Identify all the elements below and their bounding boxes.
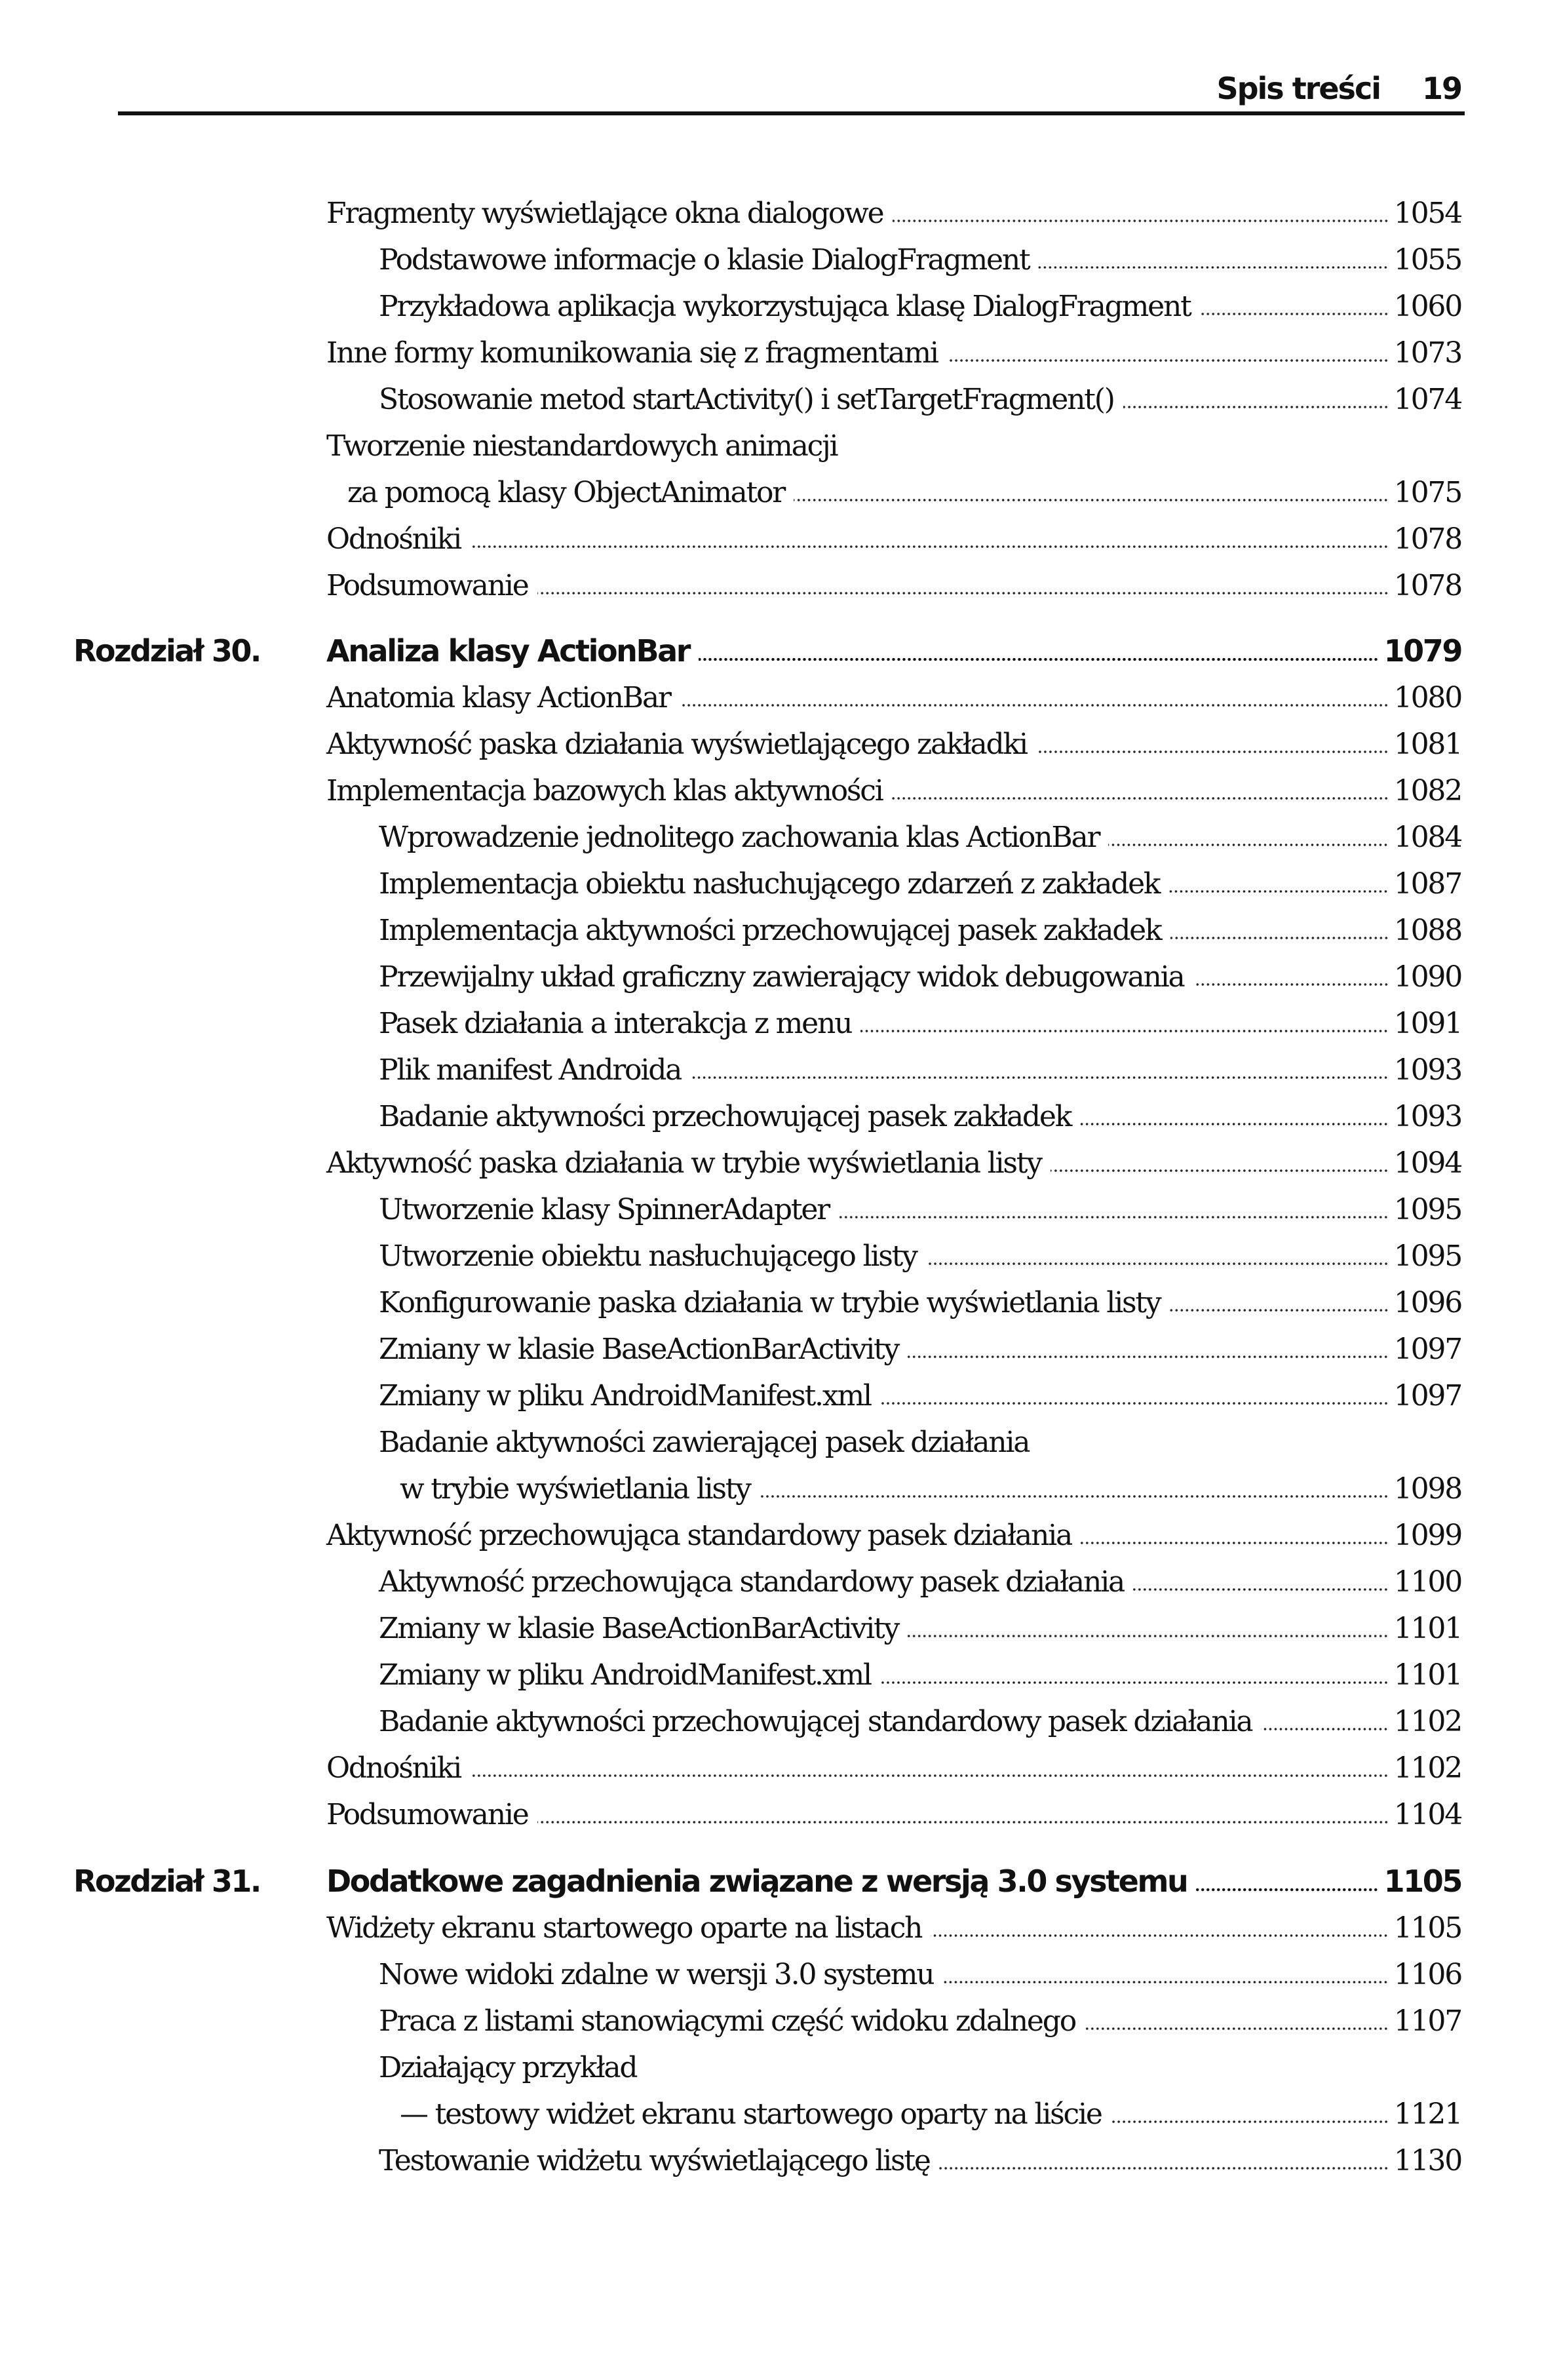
toc-entry-row	[0, 721, 1563, 768]
entry-title: w trybie wyświetlania listy	[400, 1472, 750, 1506]
dot-leader	[1085, 2025, 1389, 2032]
toc-entry-link[interactable]	[379, 907, 1461, 954]
toc-entry-row	[0, 562, 1563, 609]
toc-entry-row	[0, 674, 1563, 721]
running-head	[1216, 71, 1461, 106]
entry-page-number: 1097	[1393, 1333, 1461, 1366]
entry-title: Tworzenie niestandardowych animacji	[326, 429, 838, 463]
entry-page-number: 1101	[1393, 1658, 1461, 1692]
dot-leader	[908, 1633, 1389, 1639]
entry-title: Podsumowanie	[326, 569, 528, 602]
toc-entry-row	[0, 814, 1563, 861]
dot-leader	[893, 218, 1389, 224]
toc-entry-link[interactable]	[326, 1791, 1461, 1838]
entry-title: Konfigurowanie paska działania w trybie wyświetlania listy	[379, 1286, 1161, 1319]
entry-page-number: 1121	[1393, 2097, 1461, 2131]
entry-page-number: 1081	[1393, 728, 1461, 761]
dot-leader	[1081, 1540, 1389, 1546]
entry-title: Podstawowe informacje o klasie DialogFragment	[379, 243, 1030, 277]
entry-page-number: 1075	[1393, 476, 1461, 509]
entry-title: Aktywność paska działania w trybie wyświetlania listy	[326, 1146, 1041, 1180]
toc-entry-row	[0, 1605, 1563, 1652]
entry-title: Implementacja aktywności przechowującej pasek zakładek	[379, 914, 1161, 947]
entry-title: Zmiany w klasie BaseActionBarActivity	[379, 1333, 899, 1366]
header-rule	[118, 111, 1465, 115]
toc-entry-link[interactable]	[379, 1326, 1461, 1373]
toc-entry-row	[0, 1512, 1563, 1559]
entry-page-number: 1105	[1383, 1863, 1461, 1899]
toc-entry-row	[0, 1047, 1563, 1093]
toc-entry-link[interactable]	[326, 674, 1461, 721]
toc-entry-link[interactable]	[379, 1652, 1461, 1698]
entry-title: Badanie aktywności zawierającej pasek działania	[379, 1426, 1030, 1459]
toc-entry-link	[379, 2044, 1461, 2091]
dot-leader	[880, 1679, 1389, 1686]
entry-title: — testowy widżet ekranu startowego oparty na liście	[400, 2097, 1102, 2131]
toc-entry-link[interactable]	[400, 2091, 1461, 2137]
toc-entry-row	[0, 1466, 1563, 1512]
entry-page-number: 1090	[1393, 960, 1461, 994]
dot-leader	[1036, 749, 1389, 755]
entry-title: Implementacja obiektu nasłuchującego zdarzeń z zakładek	[379, 867, 1160, 901]
toc-entry-link[interactable]	[379, 283, 1461, 330]
entry-title: Badanie aktywności przechowującej standardowy pasek działania	[379, 1705, 1252, 1738]
entry-title: Pasek działania a interakcja z menu	[379, 1007, 852, 1040]
dot-leader	[860, 1028, 1389, 1034]
entry-page-number: 1060	[1393, 290, 1461, 323]
toc-entry-link[interactable]	[379, 1373, 1461, 1419]
entry-page-number: 1087	[1393, 867, 1461, 901]
toc-entry-link[interactable]	[379, 1951, 1461, 1998]
toc-entry-link[interactable]	[379, 1093, 1461, 1140]
entry-page-number: 1084	[1393, 821, 1461, 854]
entry-title: Aktywność przechowująca standardowy pasek działania	[326, 1519, 1071, 1552]
toc-entry-link[interactable]	[326, 562, 1461, 609]
toc-entry-row	[0, 237, 1563, 283]
dot-leader	[537, 1819, 1389, 1825]
dot-leader	[1123, 404, 1389, 410]
entry-page-number: 1107	[1393, 2004, 1461, 2038]
entry-title: za pomocą klasy ObjectAnimator	[347, 476, 785, 509]
dot-leader	[939, 2165, 1389, 2172]
toc-entry-row	[0, 907, 1563, 954]
entry-page-number: 1074	[1393, 383, 1461, 416]
toc-entry-link[interactable]	[379, 1698, 1461, 1745]
entry-page-number: 1101	[1393, 1612, 1461, 1645]
toc-entry-row	[0, 516, 1563, 562]
toc-entry-row	[0, 1000, 1563, 1047]
toc-chapter-row	[0, 628, 1563, 674]
toc-entry-link[interactable]	[379, 376, 1461, 423]
toc-entry-row	[0, 330, 1563, 376]
toc-entry-link[interactable]	[379, 237, 1461, 283]
dot-leader	[1080, 1121, 1389, 1127]
toc-entry-row	[0, 1745, 1563, 1791]
dot-leader	[537, 590, 1389, 596]
toc-chapter-row	[0, 1858, 1563, 1905]
dot-leader	[1051, 1167, 1389, 1174]
toc-entry-link[interactable]	[379, 1000, 1461, 1047]
dot-leader	[1261, 1726, 1388, 1732]
toc-entry-link[interactable]	[326, 516, 1461, 562]
toc-entry-row	[0, 1093, 1563, 1140]
entry-page-number: 1099	[1393, 1519, 1461, 1552]
dot-leader	[838, 1214, 1389, 1220]
toc-entry-row	[0, 1419, 1563, 1466]
chapter-number: Rozdział 30.	[73, 633, 260, 669]
toc-entry-link[interactable]	[379, 1998, 1461, 2044]
dot-leader	[892, 795, 1389, 802]
entry-title: Działający przykład	[379, 2051, 637, 2084]
dot-leader	[1193, 981, 1389, 988]
toc-entry-link[interactable]	[326, 1745, 1461, 1791]
dot-leader	[794, 497, 1389, 503]
entry-page-number: 1093	[1393, 1100, 1461, 1133]
entry-page-number: 1104	[1393, 1798, 1461, 1831]
toc-entry-link[interactable]	[379, 1559, 1461, 1605]
chapter-link[interactable]	[326, 1858, 1461, 1905]
entry-page-number: 1130	[1393, 2144, 1461, 2177]
entry-title: Utworzenie obiektu nasłuchującego listy	[379, 1239, 917, 1273]
running-head-title: Spis treści	[1216, 71, 1380, 106]
toc-entry-row	[0, 1905, 1563, 1951]
toc-entry-link[interactable]	[379, 954, 1461, 1000]
toc-entry-row	[0, 190, 1563, 237]
toc-entry-row	[0, 954, 1563, 1000]
dot-leader	[470, 1772, 1389, 1779]
entry-title: Analiza klasy ActionBar	[326, 633, 690, 669]
toc-entry-row	[0, 2044, 1563, 2091]
entry-title: Przewijalny układ graficzny zawierający widok debugowania	[379, 960, 1184, 994]
dot-leader	[908, 1354, 1389, 1360]
toc-entry-link[interactable]	[379, 1233, 1461, 1279]
entry-page-number: 1073	[1393, 336, 1461, 370]
dot-leader	[699, 656, 1378, 663]
entry-title: Wprowadzenie jednolitego zachowania klas ActionBar	[379, 821, 1100, 854]
entry-page-number: 1078	[1393, 522, 1461, 556]
entry-page-number: 1080	[1393, 681, 1461, 714]
dot-leader	[931, 1932, 1389, 1939]
toc-entry-link[interactable]	[326, 768, 1461, 814]
toc-entry-row	[0, 1951, 1563, 1998]
dot-leader	[880, 1400, 1389, 1407]
toc-entry-link[interactable]	[379, 814, 1461, 861]
entry-page-number: 1094	[1393, 1146, 1461, 1180]
toc-entry-row	[0, 1791, 1563, 1838]
entry-page-number: 1093	[1393, 1053, 1461, 1087]
toc-entry-row	[0, 1233, 1563, 1279]
dot-leader	[1168, 888, 1388, 895]
dot-leader	[760, 1493, 1389, 1500]
entry-page-number: 1055	[1393, 243, 1461, 277]
dot-leader	[680, 702, 1389, 709]
dot-leader	[1108, 842, 1388, 848]
toc-entry-link[interactable]	[326, 1512, 1461, 1559]
toc-entry-link[interactable]	[347, 469, 1461, 516]
toc-entry-row	[0, 1279, 1563, 1326]
entry-page-number: 1079	[1383, 633, 1461, 669]
toc-entry-row	[0, 861, 1563, 907]
dot-leader	[470, 543, 1389, 550]
toc-entry-row	[0, 1652, 1563, 1698]
entry-title: Implementacja bazowych klas aktywności	[326, 774, 883, 808]
toc-entry-link[interactable]	[379, 1279, 1461, 1326]
toc-entry-link[interactable]	[326, 330, 1461, 376]
dot-leader	[1133, 1586, 1389, 1593]
toc-entry-link[interactable]	[326, 1905, 1461, 1951]
dot-leader	[1111, 2118, 1389, 2125]
toc-entry-row	[0, 283, 1563, 330]
entry-page-number: 1102	[1393, 1705, 1461, 1738]
toc-entry-row	[0, 1998, 1563, 2044]
toc-entry-link[interactable]	[326, 190, 1461, 237]
entry-title: Zmiany w pliku AndroidManifest.xml	[379, 1658, 871, 1692]
dot-leader	[1170, 935, 1389, 941]
entry-title: Aktywność paska działania wyświetlającego zakładki	[326, 728, 1027, 761]
dot-leader	[926, 1260, 1389, 1267]
entry-title: Testowanie widżetu wyświetlającego listę	[379, 2144, 930, 2177]
toc-entry-row	[0, 1326, 1563, 1373]
entry-page-number: 1054	[1393, 197, 1461, 230]
entry-page-number: 1078	[1393, 569, 1461, 602]
entry-page-number: 1082	[1393, 774, 1461, 808]
entry-title: Anatomia klasy ActionBar	[326, 681, 670, 714]
entry-title: Przykładowa aplikacja wykorzystująca klasę DialogFragment	[379, 290, 1191, 323]
dot-leader	[690, 1074, 1389, 1081]
entry-title: Widżety ekranu startowego oparte na listach	[326, 1911, 922, 1945]
dot-leader	[942, 1979, 1388, 1985]
toc-entry-link[interactable]	[379, 861, 1461, 907]
entry-page-number: 1106	[1393, 1958, 1461, 1991]
toc-entry-link	[379, 1419, 1461, 1466]
entry-title: Dodatkowe zagadnienia związane z wersją 3.0 systemu	[326, 1863, 1187, 1899]
toc-entry-row	[0, 1373, 1563, 1419]
toc-entry-row	[0, 469, 1563, 516]
toc-entry-row	[0, 423, 1563, 469]
toc-entry-row	[0, 376, 1563, 423]
entry-page-number: 1102	[1393, 1751, 1461, 1785]
toc-entry-link	[326, 423, 1461, 469]
entry-title: Nowe widoki zdalne w wersji 3.0 systemu	[379, 1958, 934, 1991]
toc-entry-row	[0, 2091, 1563, 2137]
dot-leader	[1200, 311, 1389, 317]
toc-entry-link[interactable]	[326, 1140, 1461, 1186]
toc-entry-link[interactable]	[379, 1605, 1461, 1652]
entry-title: Badanie aktywności przechowującej pasek zakładek	[379, 1100, 1071, 1133]
dot-leader	[1170, 1307, 1389, 1314]
dot-leader	[1038, 264, 1388, 271]
entry-page-number: 1091	[1393, 1007, 1461, 1040]
entry-title: Odnośniki	[326, 522, 461, 556]
toc-entry-row	[0, 1140, 1563, 1186]
entry-title: Utworzenie klasy SpinnerAdapter	[379, 1193, 830, 1226]
entry-page-number: 1088	[1393, 914, 1461, 947]
entry-title: Praca z listami stanowiącymi część widoku zdalnego	[379, 2004, 1076, 2038]
toc-entry-row	[0, 1698, 1563, 1745]
chapter-link[interactable]	[326, 628, 1461, 674]
entry-page-number: 1095	[1393, 1239, 1461, 1273]
entry-title: Zmiany w pliku AndroidManifest.xml	[379, 1379, 871, 1413]
entry-page-number: 1100	[1393, 1565, 1461, 1599]
page-number: 19	[1421, 71, 1461, 106]
entry-title: Zmiany w klasie BaseActionBarActivity	[379, 1612, 899, 1645]
toc-entry-row	[0, 2137, 1563, 2184]
entry-page-number: 1105	[1393, 1911, 1461, 1945]
toc-entry-row	[0, 1186, 1563, 1233]
toc-entry-link[interactable]	[326, 721, 1461, 768]
dot-leader	[1196, 1886, 1378, 1893]
entry-title: Odnośniki	[326, 1751, 461, 1785]
toc-entry-link[interactable]	[379, 1186, 1461, 1233]
entry-title: Stosowanie metod startActivity() i setTargetFragment()	[379, 383, 1114, 416]
toc-entry-link[interactable]	[379, 1047, 1461, 1093]
entry-page-number: 1098	[1393, 1472, 1461, 1506]
entry-title: Podsumowanie	[326, 1798, 528, 1831]
dot-leader	[947, 357, 1389, 364]
toc-entry-row	[0, 1559, 1563, 1605]
entry-title: Fragmenty wyświetlające okna dialogowe	[326, 197, 883, 230]
toc-entry-link[interactable]	[379, 2137, 1461, 2184]
chapter-number: Rozdział 31.	[73, 1863, 260, 1899]
entry-page-number: 1096	[1393, 1286, 1461, 1319]
entry-title: Plik manifest Androida	[379, 1053, 682, 1087]
entry-title: Aktywność przechowująca standardowy pasek działania	[379, 1565, 1124, 1599]
entry-page-number: 1097	[1393, 1379, 1461, 1413]
entry-title: Inne formy komunikowania się z fragmentami	[326, 336, 938, 370]
toc-entry-link[interactable]	[400, 1466, 1461, 1512]
toc-entry-row	[0, 768, 1563, 814]
entry-page-number: 1095	[1393, 1193, 1461, 1226]
